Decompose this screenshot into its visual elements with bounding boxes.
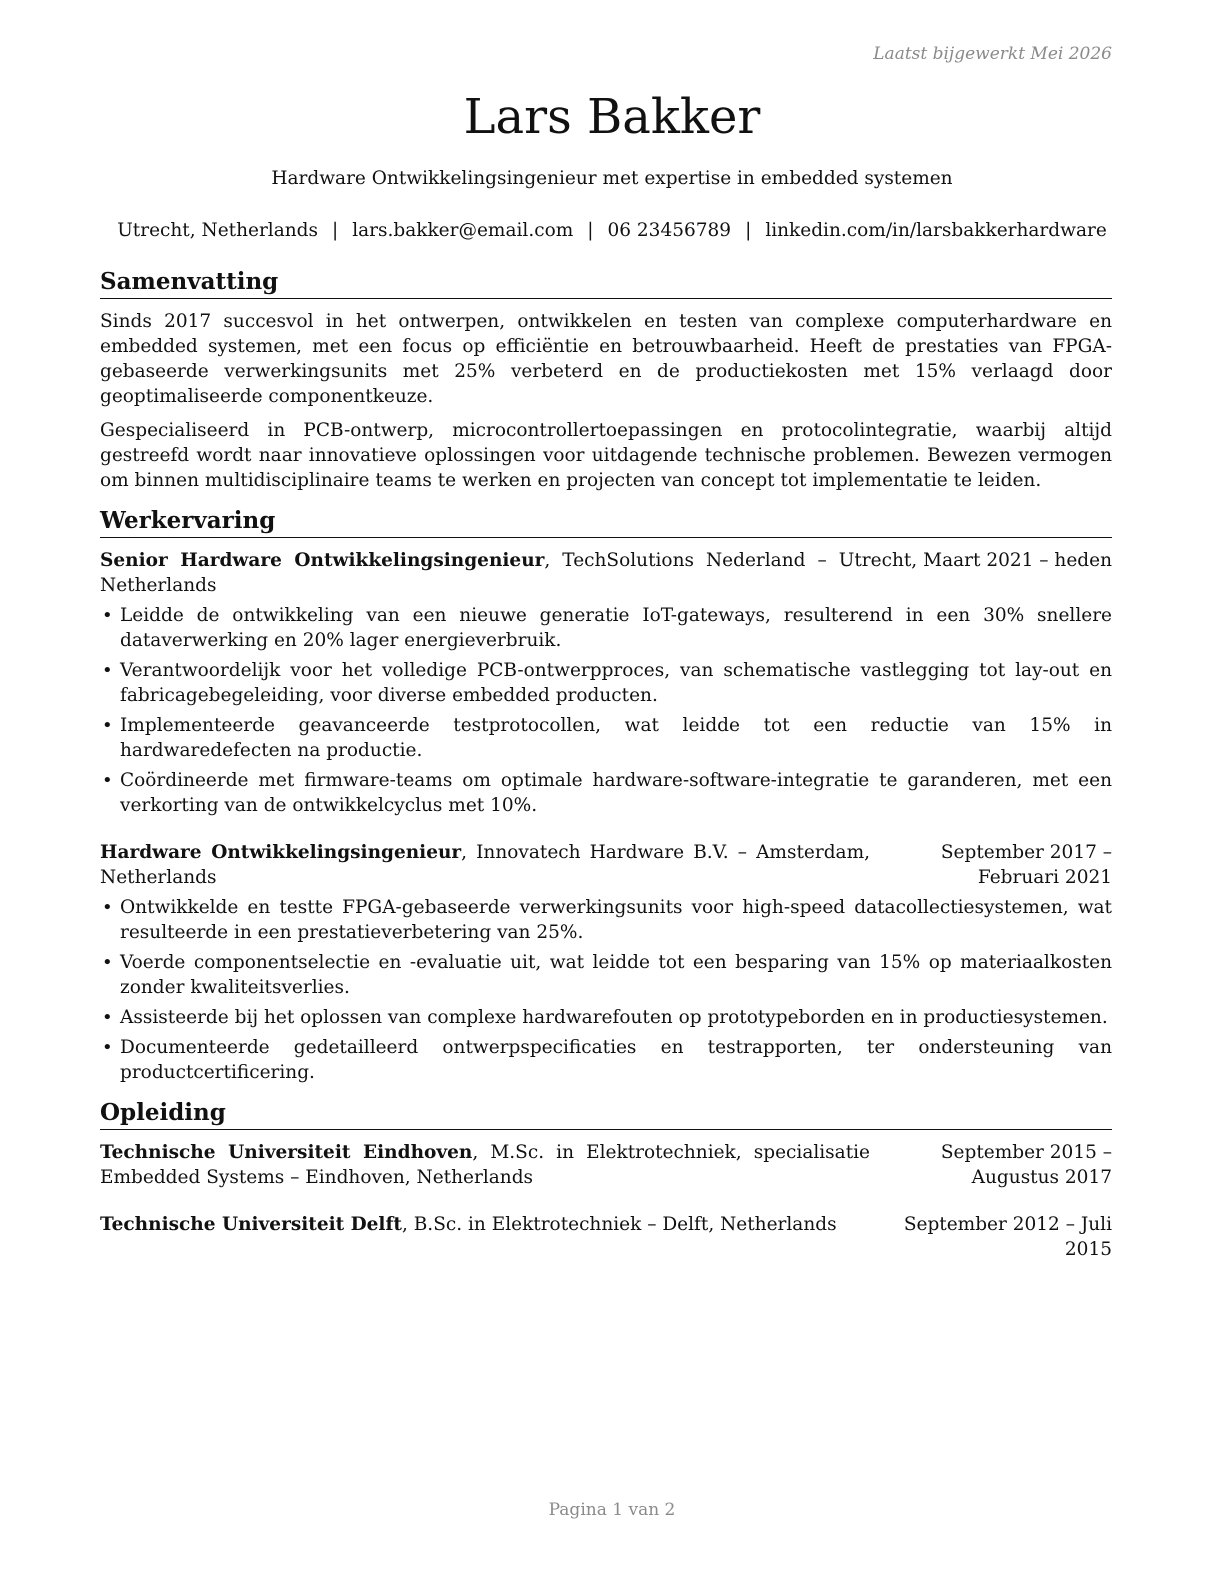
job-bullet: • Leidde de ontwikkeling van een nieuwe generatie IoT-gateways, resulterend in een 30% snellere dataverwerking en 20% lager energieverbruik. — [100, 603, 1112, 653]
page-number: Pagina 1 van 2 — [548, 1500, 676, 1520]
education-title-line — [100, 1140, 876, 1190]
contact-separator: | — [331, 220, 339, 241]
education-section — [100, 1097, 1112, 1262]
education-degree: , B.Sc. in Elektrotechniek – Delft, Netherlands — [401, 1214, 837, 1235]
contact-email[interactable]: lars.bakker@email.com — [352, 220, 574, 241]
job-company: , TechSolutions Nederland – Utrecht, Netherlands — [100, 550, 918, 596]
candidate-name: Lars Bakker — [463, 89, 761, 145]
job-company: , Innovatech Hardware B.V. – Amsterdam, Netherlands — [100, 842, 870, 888]
education-dates: September 2012 – Juli 2015 — [903, 1214, 1112, 1260]
job-bullet: • Verantwoordelijk voor het volledige PCB-ontwerpproces, van schematische vastlegging tot lay-out en fabricagebegeleiding, voor diverse embedded producten. — [100, 658, 1112, 708]
education-header — [100, 1140, 1112, 1190]
summary-paragraph: Sinds 2017 succesvol in het ontwerpen, ontwikkelen en testen van complexe computerhardware en embedded systemen, met een focus op efficiëntie en betrouwbaarheid. Heeft de prestaties van FPGA-gebaseerde verwerkingsunits met 25% verbeterd en de productiekosten met 15% verlaagd door geoptimaliseerde componentkeuze. — [100, 311, 1112, 407]
job-title-line — [100, 840, 876, 890]
job-bullets — [100, 895, 1112, 1085]
education-entry — [100, 1212, 1112, 1262]
job-entry — [100, 548, 1112, 818]
resume-body — [100, 266, 1112, 1274]
job-title: Senior Hardware Ontwikkelingsingenieur — [100, 550, 545, 571]
education-header — [100, 1212, 1112, 1262]
contact-phone: 06 23456789 — [607, 220, 732, 241]
education-school: Technische Universiteit Delft — [100, 1214, 402, 1235]
education-heading: Opleiding — [100, 1097, 1112, 1130]
job-header — [100, 548, 1112, 598]
contact-line — [0, 218, 1224, 244]
job-bullet: • Implementeerde geavanceerde testprotocollen, wat leidde tot een reductie van 15% in hardwaredefecten na productie. — [100, 713, 1112, 763]
contact-location: Utrecht, Netherlands — [117, 220, 318, 241]
job-bullet: • Ontwikkelde en testte FPGA-gebaseerde verwerkingsunits voor high-speed datacollectiesystemen, wat resulteerde in een prestatieverbetering van 25%. — [100, 895, 1112, 945]
candidate-tagline: Hardware Ontwikkelingsingenieur met expertise in embedded systemen — [271, 168, 953, 189]
job-dates: Maart 2021 – heden — [923, 550, 1112, 571]
education-entry — [100, 1140, 1112, 1190]
job-title-line — [100, 548, 923, 598]
education-school: Technische Universiteit Eindhoven — [100, 1142, 473, 1163]
summary-paragraph: Gespecialiseerd in PCB-ontwerp, microcontrollertoepassingen en protocolintegratie, waarbij altijd gestreefd wordt naar innovatieve oplossingen voor uitdagende technische problemen. Bewezen vermogen om binnen multidisciplinaire teams te werken en projecten van concept tot implementatie te leiden. — [100, 420, 1112, 491]
contact-separator: | — [745, 220, 752, 241]
education-dates: September 2015 – Augustus 2017 — [940, 1142, 1112, 1188]
education-title-line — [100, 1212, 876, 1237]
job-bullet: • Documenteerde gedetailleerd ontwerpspecificaties en testrapporten, ter ondersteuning van productcertificering. — [100, 1035, 1112, 1085]
summary-section — [100, 266, 1112, 493]
education-degree: , M.Sc. in Elektrotechniek, specialisatie Embedded Systems – Eindhoven, Netherlands — [100, 1142, 871, 1188]
last-updated-note: Laatst bijgewerkt Mei 2026 — [873, 44, 1112, 64]
job-dates: September 2017 – Februari 2021 — [940, 842, 1112, 888]
job-entry — [100, 840, 1112, 1085]
job-title: Hardware Ontwikkelingsingenieur — [100, 842, 462, 863]
contact-separator: | — [587, 220, 594, 241]
experience-heading: Werkervaring — [100, 505, 1112, 538]
summary-heading: Samenvatting — [100, 266, 1112, 299]
job-header — [100, 840, 1112, 890]
job-bullet: • Assisteerde bij het oplossen van complexe hardwarefouten op prototypeborden en in productiesystemen. — [100, 1005, 1112, 1030]
job-bullet: • Coördineerde met firmware-teams om optimale hardware-software-integratie te garanderen, met een verkorting van de ontwikkelcyclus met 10%. — [100, 768, 1112, 818]
contact-linkedin[interactable]: linkedin.com/in/larsbakkerhardware — [765, 220, 1107, 241]
experience-section — [100, 505, 1112, 1085]
job-bullets — [100, 603, 1112, 818]
job-bullet: • Voerde componentselectie en -evaluatie uit, wat leidde tot een besparing van 15% op materiaalkosten zonder kwaliteitsverlies. — [100, 950, 1112, 1000]
